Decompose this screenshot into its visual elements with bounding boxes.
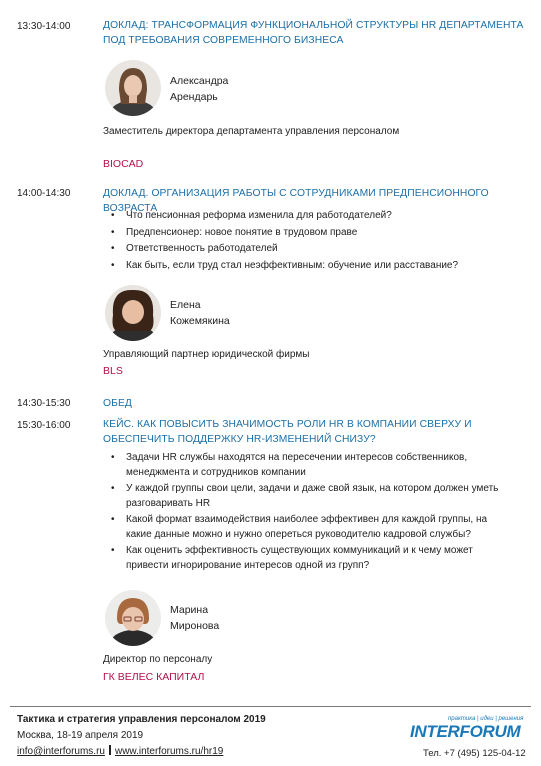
bullet-list <box>108 209 513 275</box>
bullet-item: • Задачи HR службы находятся на пересечении интересов собственников, менеджмента и сотрудников компании <box>108 451 513 480</box>
speaker-last-name: Арендарь <box>170 91 218 103</box>
footer-links <box>17 745 223 757</box>
session-time: 14:00-14:30 <box>17 188 71 199</box>
footer-divider <box>10 706 531 707</box>
link-separator <box>109 745 111 755</box>
bullet-item: • Ответственность работодателей <box>108 242 513 257</box>
speaker-photo <box>105 285 161 341</box>
speaker-photo <box>105 60 161 116</box>
bullet-item: • Предпенсионер: новое понятие в трудовом праве <box>108 226 513 241</box>
speaker-first-name: Александра <box>170 75 229 87</box>
event-title: Тактика и стратегия управления персоналом 2019 <box>17 714 266 725</box>
speaker-company: ГК ВЕЛЕС КАПИТАЛ <box>103 671 205 683</box>
speaker-position: Заместитель директора департамента управления персоналом <box>103 126 400 137</box>
bullet-item: • Как быть, если труд стал неэффективным: обучение или расставание? <box>108 259 513 274</box>
session-title: КЕЙС. КАК ПОВЫСИТЬ ЗНАЧИМОСТЬ РОЛИ HR В КОМПАНИИ СВЕРХУ И ОБЕСПЕЧИТЬ ПОДДЕРЖКУ HR-ИЗМЕНЕНИЙ СНИЗУ? <box>103 419 472 445</box>
speaker-company: BLS <box>103 365 123 377</box>
bullet-item: • Как оценить эффективность существующих коммуникаций и к чему может привести игнорирование интересов одной из групп? <box>108 544 513 573</box>
speaker-first-name: Марина <box>170 604 209 616</box>
session-time: 13:30-14:00 <box>17 21 71 32</box>
bullet-list <box>108 451 513 575</box>
speaker-first-name: Елена <box>170 299 201 311</box>
speaker-last-name: Миронова <box>170 620 220 632</box>
speaker-position: Управляющий партнер юридической фирмы <box>103 349 310 360</box>
logo-tagline: практика | идеи | решения <box>448 716 524 722</box>
speaker-last-name: Кожемякина <box>170 315 230 327</box>
bullet-item: • Какой формат взаимодействия наиболее эффективен для каждой группы, на какие данные можно и нужно опереться руководителю кадровой службы? <box>108 513 513 542</box>
website-link[interactable]: www.interforums.ru/hr19 <box>114 746 224 757</box>
session-time: 15:30-16:00 <box>17 420 71 431</box>
speaker-position: Директор по персоналу <box>103 654 213 665</box>
event-date: Москва, 18-19 апреля 2019 <box>17 730 144 741</box>
session-title: ДОКЛАД. ОРГАНИЗАЦИЯ РАБОТЫ С СОТРУДНИКАМИ ПРЕДПЕНСИОННОГО ВОЗРАСТА <box>103 188 489 214</box>
speaker-photo <box>105 590 161 646</box>
phone-number: Тел. +7 (495) 125-04-12 <box>423 748 526 759</box>
logo-text: INTERFORUM <box>410 722 521 741</box>
bullet-item: • У каждой группы свои цели, задачи и даже свой язык, на котором должен уметь разговаривать HR <box>108 482 513 511</box>
bullet-item: • Что пенсионная реформа изменила для работодателей? <box>108 209 513 224</box>
session-title: ДОКЛАД: ТРАНСФОРМАЦИЯ ФУНКЦИОНАЛЬНОЙ СТРУКТУРЫ HR ДЕПАРТАМЕНТА ПОД ТРЕБОВАНИЯ СОВРЕМЕННОГО БИЗНЕСА <box>103 20 524 46</box>
speaker-card <box>103 590 523 690</box>
session-title: ОБЕД <box>103 398 133 409</box>
interforum-logo <box>406 716 532 744</box>
speaker-card <box>103 285 523 385</box>
speaker-card <box>103 60 523 170</box>
session-time: 14:30-15:30 <box>17 398 71 409</box>
page-footer <box>0 706 541 766</box>
email-link[interactable]: info@interforums.ru <box>17 746 105 757</box>
speaker-company: BIOCAD <box>103 158 144 170</box>
